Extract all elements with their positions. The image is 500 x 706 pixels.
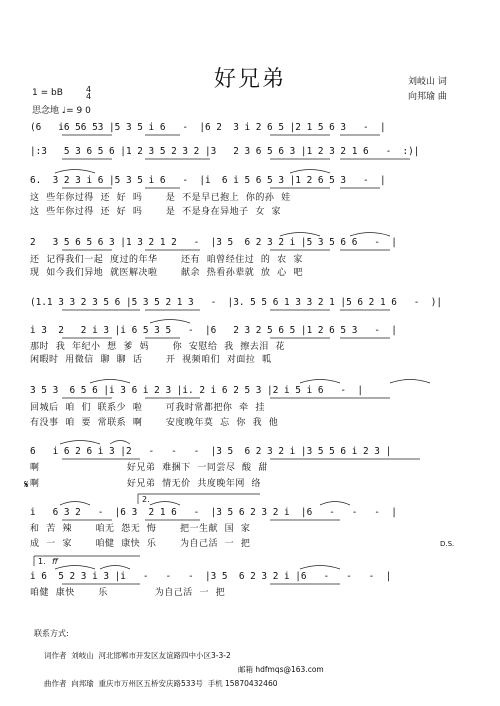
segno-sign: 𝄋	[24, 478, 29, 491]
slurs-row-8	[60, 441, 130, 445]
slurs-row-9	[60, 502, 350, 506]
slurs-row-10	[55, 566, 340, 570]
lyric-row-3-verse-1: 这 些年你过得 还 好 吗 是 不是早已抱上 你的孙 娃	[30, 193, 291, 203]
lyric-row-6-verse-2: 闲暇时 用微信 聊 聊 话 开 视频咱们 对面拉 呱	[30, 355, 272, 365]
notation-row-4: 2 3 5 6 5 6 3 |1 3 2 1 2 - |3 5 6 2 3 2 i |5 3 5 6 6 - |	[30, 237, 397, 248]
notation-row-5: (1.1 3 3 2 3 5 6 |5 3 5 2 1 3 - |3. 5 5 6 1 3 3 2 1 |5 6 2 1 6 - )|	[30, 297, 443, 308]
lyric-row-10-verse-1: 咱健 康快 乐 为自己活 一 把	[30, 588, 226, 598]
song-title: 好兄弟	[213, 67, 286, 92]
composer-credit: 向邦瑜 曲	[408, 92, 447, 102]
notation-row-10: i 6 5 2 3 i 3 |i - - - |3 5 6 2 3 2 i |6 - - - |	[30, 571, 392, 582]
time-signature-top: 4	[86, 85, 92, 94]
lyric-row-7-verse-1: 回城后 咱 们 联系少 啦 可我时常都把你 牵 挂	[30, 403, 265, 413]
lyric-row-3-verse-2: 这 些年你过得 还 好 吗 是 不是身在异地子 女 家	[30, 207, 282, 217]
contact-label: 联系方式:	[34, 629, 69, 638]
notation-row-7: 3 5 3 6 5 6 |i 3 6 i 2 3 |i. 2 i 6 2 5 3 |2 i 5 i 6 - |	[30, 385, 364, 396]
notation-row-2: |:3 5 3 6 5 6 |1 2 3 5 2 3 2 |3 2 3 6 5 6 3 |1 2 3 2 1 6 - :)|	[30, 146, 420, 157]
notation-row-1: (6 i6 56 53 |5 3 5 i 6 - |6 2 3 i 2 6 5 |2 1 5 6 3 - |	[30, 122, 386, 133]
slurs-row-4	[280, 233, 390, 237]
first-ending-bracket	[34, 556, 140, 566]
first-ending-label: 1.	[38, 557, 46, 566]
lyricist-email: 邮箱 hdfmqs@163.com	[238, 665, 324, 674]
slurs-row-3	[55, 170, 330, 174]
slurs-row-6	[150, 320, 190, 324]
lyric-row-9-verse-2: 成 一 家 咱健 康快 乐 为自己活 一 把	[30, 539, 251, 549]
slurs-row-7	[90, 380, 430, 384]
tempo-marking: 思念地 ♩= 9 0	[32, 106, 91, 116]
time-signature-bottom: 4	[86, 92, 92, 101]
lyricist-credit: 刘岐山 词	[408, 77, 447, 87]
lyric-row-4-verse-2: 现 如今我们异地 就医解决啦 献余 热看孙辈就 放 心 吧	[30, 268, 303, 278]
notation-row-9: i 6 3 2 - |6 3 2 1 6 - |3 5 6 2 3 2 i |6 - - - |	[30, 507, 397, 518]
lyric-row-9-verse-1: 和 苦 辣 咱无 怨无 悔 把一生献 国 家	[30, 524, 251, 534]
composer-contact: 曲作者 向邦瑜 重庆市万州区五桥安庆路533号 手机 15870432460	[44, 679, 278, 688]
dal-segno-mark: D.S.	[440, 540, 455, 548]
key-signature: 1 = bB	[32, 88, 63, 98]
lyric-row-6-verse-1: 那时 我 年纪小 想 爹 妈 你 安慰给 我 擦去泪 花	[30, 342, 286, 352]
lyric-row-4-verse-1: 还 记得我们一起 度过的年华 还有 咱曾经住过 的 农 家	[30, 255, 303, 265]
notation-row-8: 6 i 6 2 6 i 3 |2 - - - |3 5 6 2 3 2 i |3 5 5 6 i 2 3 |	[30, 446, 392, 457]
lyric-row-8-verse-1: 啊 好兄弟 难捆下 一同尝尽 酸 甜	[30, 463, 268, 473]
lyric-row-8-verse-2: 啊 好兄弟 情无价 共度晚年网 络	[30, 479, 262, 489]
notation-row-6: i 3 2 2 i 3 |i 6 5 3 5 - |6 2 3 2 5 6 5 |1 2 6 5 3 - |	[30, 325, 397, 336]
dynamic-marking: ff	[52, 557, 58, 566]
notation-row-3: 6. 3 2 3 i 6 |5 3 5 i 6 - |i 6 i 5 6 5 3 |1 2 6 5 3 - |	[30, 175, 386, 186]
lyric-row-7-verse-2: 有没事 咱 要 常联系 啊 安度晚年莫 忘 你 我 他	[30, 418, 279, 428]
lyricist-contact: 词作者 刘岐山 河北邯郸市开发区友谊路四中小区3-3-2	[44, 651, 231, 660]
second-ending-label: 2.	[142, 495, 150, 504]
